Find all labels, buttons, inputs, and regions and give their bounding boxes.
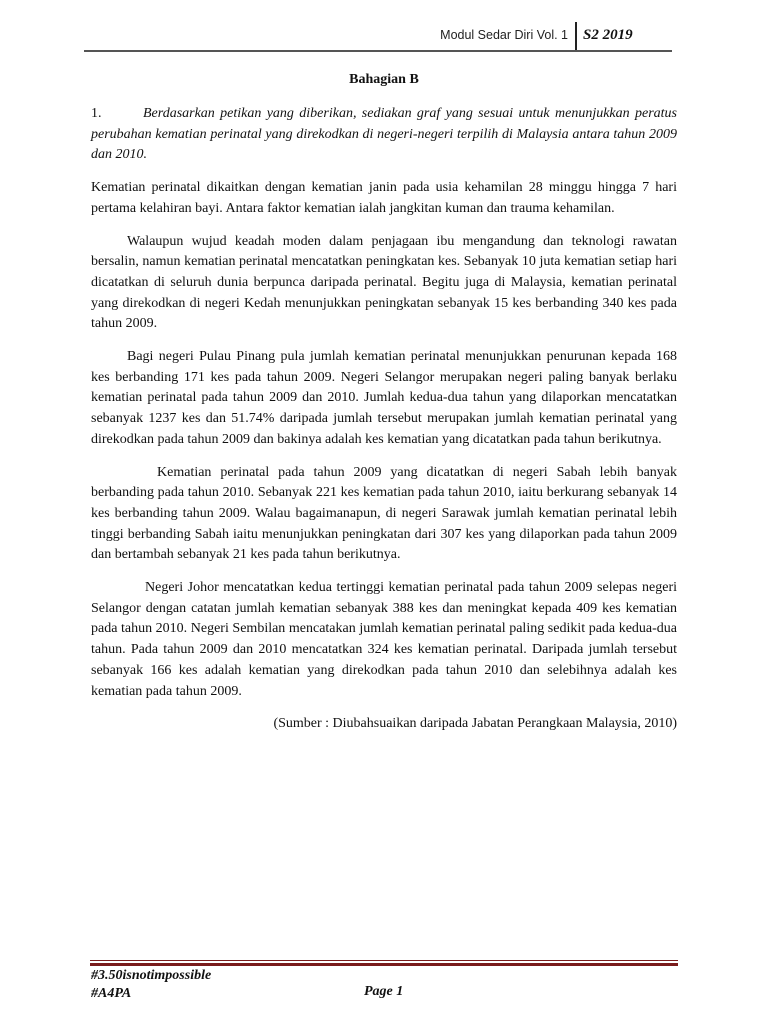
footer-rule-thick <box>90 963 678 966</box>
question-number: 1. <box>91 106 102 121</box>
question-text: Berdasarkan petikan yang diberikan, sediakan graf yang sesuai untuk menunjukkan peratus perubahan kematian perinatal yang direkodkan di negeri-negeri terpilih di Malaysia antara tahun 2009 dan 2010. <box>91 106 677 163</box>
header-year: S2 2019 <box>583 27 633 43</box>
question-1 <box>91 104 677 166</box>
paragraph-5: Negeri Johor mencatatkan kedua tertinggi kematian perinatal pada tahun 2009 selepas negeri Selangor dengan catatan jumlah kematian sebanyak 388 kes dan meningkat kepada 409 kes kematian pada tahun 2010. Negeri Sembilan mencatakan jumlah kematian perinatal paling sedikit pada kedua-dua tahun. Pada tahun 2009 dan 2010 mencatatkan 324 kes kematian perinatal. Daripada jumlah tersebut sebanyak 166 kes adalah kematian yang direkodkan pada tahun 2010 dan selebihnya adalah kes kematian pada tahun 2009. <box>91 580 677 699</box>
paragraph-1: Kematian perinatal dikaitkan dengan kematian janin pada usia kehamilan 28 minggu hingga 7 hari pertama kelahiran bayi. Antara faktor kematian ialah jangkitan kuman dan trauma kehamilan. <box>91 180 677 216</box>
footer-hashtag-1: #3.50isnotimpossible <box>91 968 212 983</box>
footer-rule-thin <box>90 960 678 961</box>
header-rule <box>84 50 672 52</box>
paragraph-2: Walaupun wujud keadah moden dalam penjagaan ibu mengandung dan teknologi rawatan bersalin, namun kematian perinatal mencatatkan peningkatan kes. Sebanyak 10 juta kematian setiap hari dicatatkan di seluruh dunia berpunca daripada perinatal. Begitu juga di Malaysia, kematian perinatal yang direkodkan di negeri Kedah menunjukkan peningkatan sebanyak 15 kes berbanding 340 kes pada tahun 2009. <box>91 233 677 332</box>
page-number: Page 1 <box>364 984 404 999</box>
footer-hashtag-2: #A4PA <box>91 986 132 1001</box>
section-title: Bahagian B <box>349 72 419 87</box>
paragraph-3: Bagi negeri Pulau Pinang pula jumlah kematian perinatal menunjukkan penurunan kepada 168 kes berbanding 171 kes pada tahun 2009. Negeri Selangor merupakan negeri paling banyak berlaku kematian perinatal pada tahun 2009 dan 2010. Jumlah kedua-dua tahun yang dilaporkan mencatatkan sebanyak 1237 kes dan 51.74% daripada jumlah tersebut merupakan jumlah kematian perinatal yang direkodkan pada tahun 2009 dan bakinya adalah kes kematian yang dicatatkan pada tahun berikutnya. <box>91 349 677 447</box>
header-divider <box>575 22 577 52</box>
header-module-title: Modul Sedar Diri Vol. 1 <box>440 28 568 42</box>
source-citation: (Sumber : Diubahsuaikan daripada Jabatan Perangkaan Malaysia, 2010) <box>273 716 677 732</box>
paragraph-4: Kematian perinatal pada tahun 2009 yang dicatatkan di negeri Sabah lebih banyak berbanding pada tahun 2010. Sebanyak 221 kes kematian pada tahun 2010, iaitu berkurang sebanyak 14 kes berbanding tahun 2009. Walau bagaimanapun, di negeri Sarawak jumlah kematian perinatal lebih tinggi berbanding Sabah iaitu menunjukkan peningkatan dari 307 kes yang dilaporkan pada tahun 2009 dan bertambah sebanyak 21 kes pada tahun berikutnya. <box>91 464 677 563</box>
document-body <box>91 104 677 747</box>
